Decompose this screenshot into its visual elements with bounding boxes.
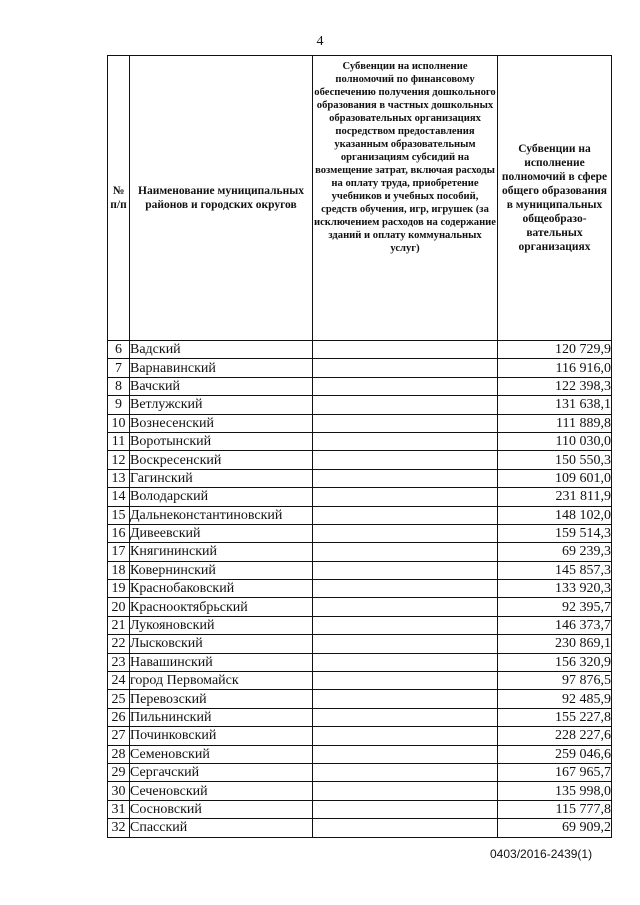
row-name: Гагинский bbox=[130, 469, 313, 487]
row-subsidy-private bbox=[313, 800, 498, 818]
row-subsidy-private bbox=[313, 763, 498, 781]
row-name: Сосновский bbox=[130, 800, 313, 818]
header-subsidy-general: Субвенции на исполнение полномочий в сфере общего образования в муниципальных общеобразо-вательных организациях bbox=[498, 56, 612, 341]
row-subsidy-general: 148 102,0 bbox=[498, 506, 612, 524]
row-subsidy-general: 120 729,9 bbox=[498, 341, 612, 359]
row-number: 8 bbox=[108, 377, 130, 395]
table-row bbox=[108, 635, 612, 653]
row-subsidy-general: 228 227,6 bbox=[498, 727, 612, 745]
row-subsidy-general: 92 395,7 bbox=[498, 598, 612, 616]
row-subsidy-private bbox=[313, 432, 498, 450]
row-subsidy-general: 111 889,8 bbox=[498, 414, 612, 432]
row-subsidy-general: 110 030,0 bbox=[498, 432, 612, 450]
row-name: Ковернинский bbox=[130, 561, 313, 579]
row-number: 15 bbox=[108, 506, 130, 524]
row-number: 32 bbox=[108, 819, 130, 837]
row-number: 13 bbox=[108, 469, 130, 487]
row-number: 21 bbox=[108, 616, 130, 634]
page-number: 4 bbox=[316, 34, 324, 49]
row-subsidy-general: 259 046,6 bbox=[498, 745, 612, 763]
table-row bbox=[108, 598, 612, 616]
row-subsidy-private bbox=[313, 543, 498, 561]
header-name: Наименование муниципальных районов и городских округов bbox=[130, 56, 313, 341]
row-number: 27 bbox=[108, 727, 130, 745]
table-header-row bbox=[108, 56, 612, 341]
row-number: 30 bbox=[108, 782, 130, 800]
table-row bbox=[108, 414, 612, 432]
row-subsidy-private bbox=[313, 635, 498, 653]
row-number: 17 bbox=[108, 543, 130, 561]
row-subsidy-general: 146 373,7 bbox=[498, 616, 612, 634]
row-subsidy-private bbox=[313, 727, 498, 745]
table-row bbox=[108, 396, 612, 414]
row-subsidy-private bbox=[313, 708, 498, 726]
row-subsidy-private bbox=[313, 653, 498, 671]
row-name: Пильнинский bbox=[130, 708, 313, 726]
header-subsidy-private: Субвенции на исполнение полномочий по финансовому обеспечению получения дошкольного образования в частных дошкольных образовательных организациях посредством предоставления указанным образовательным организациям субсидий на возмещение затрат, включая расходы на оплату труда, приобретение учебников и учебных пособий, средств обучения, игр, игрушек (за исключением расходов на содержание зданий и оплату коммунальных услуг) bbox=[313, 56, 498, 341]
row-name: Сеченовский bbox=[130, 782, 313, 800]
row-name: Спасский bbox=[130, 819, 313, 837]
row-name: Вадский bbox=[130, 341, 313, 359]
row-subsidy-general: 131 638,1 bbox=[498, 396, 612, 414]
table-row bbox=[108, 561, 612, 579]
row-subsidy-private bbox=[313, 359, 498, 377]
table-row bbox=[108, 708, 612, 726]
table-row bbox=[108, 690, 612, 708]
table-row bbox=[108, 524, 612, 542]
row-subsidy-general: 116 916,0 bbox=[498, 359, 612, 377]
row-number: 16 bbox=[108, 524, 130, 542]
row-subsidy-private bbox=[313, 377, 498, 395]
row-name: Воскресенский bbox=[130, 451, 313, 469]
row-number: 22 bbox=[108, 635, 130, 653]
row-subsidy-private bbox=[313, 690, 498, 708]
row-subsidy-private bbox=[313, 396, 498, 414]
row-number: 11 bbox=[108, 432, 130, 450]
row-name: Воротынский bbox=[130, 432, 313, 450]
row-name: Ветлужский bbox=[130, 396, 313, 414]
table-row bbox=[108, 782, 612, 800]
row-number: 12 bbox=[108, 451, 130, 469]
row-subsidy-general: 231 811,9 bbox=[498, 488, 612, 506]
row-subsidy-general: 167 965,7 bbox=[498, 763, 612, 781]
row-subsidy-general: 156 320,9 bbox=[498, 653, 612, 671]
row-subsidy-private bbox=[313, 341, 498, 359]
row-subsidy-private bbox=[313, 488, 498, 506]
row-subsidy-general: 109 601,0 bbox=[498, 469, 612, 487]
table-row bbox=[108, 819, 612, 837]
row-number: 26 bbox=[108, 708, 130, 726]
row-name: Навашинский bbox=[130, 653, 313, 671]
table-row bbox=[108, 580, 612, 598]
row-subsidy-general: 115 777,8 bbox=[498, 800, 612, 818]
row-name: город Первомайск bbox=[130, 672, 313, 690]
row-name: Семеновский bbox=[130, 745, 313, 763]
row-subsidy-private bbox=[313, 819, 498, 837]
table-row bbox=[108, 469, 612, 487]
row-subsidy-general: 69 239,3 bbox=[498, 543, 612, 561]
table-row bbox=[108, 451, 612, 469]
row-subsidy-private bbox=[313, 469, 498, 487]
row-subsidy-general: 69 909,2 bbox=[498, 819, 612, 837]
subsidy-table bbox=[107, 55, 612, 838]
row-subsidy-private bbox=[313, 672, 498, 690]
row-number: 7 bbox=[108, 359, 130, 377]
row-subsidy-private bbox=[313, 414, 498, 432]
table-row bbox=[108, 359, 612, 377]
row-number: 14 bbox=[108, 488, 130, 506]
table-body bbox=[108, 341, 612, 838]
row-number: 10 bbox=[108, 414, 130, 432]
row-number: 29 bbox=[108, 763, 130, 781]
row-name: Вачский bbox=[130, 377, 313, 395]
row-name: Варнавинский bbox=[130, 359, 313, 377]
table-row bbox=[108, 800, 612, 818]
row-subsidy-private bbox=[313, 561, 498, 579]
row-subsidy-general: 159 514,3 bbox=[498, 524, 612, 542]
row-name: Лысковский bbox=[130, 635, 313, 653]
row-name: Дивеевский bbox=[130, 524, 313, 542]
row-subsidy-general: 150 550,3 bbox=[498, 451, 612, 469]
table-row bbox=[108, 672, 612, 690]
row-number: 28 bbox=[108, 745, 130, 763]
row-subsidy-general: 122 398,3 bbox=[498, 377, 612, 395]
row-subsidy-general: 135 998,0 bbox=[498, 782, 612, 800]
row-subsidy-private bbox=[313, 616, 498, 634]
document-code: 0403/2016-2439(1) bbox=[490, 847, 593, 861]
table-row bbox=[108, 727, 612, 745]
table-row bbox=[108, 488, 612, 506]
row-subsidy-private bbox=[313, 782, 498, 800]
row-name: Княгининский bbox=[130, 543, 313, 561]
row-subsidy-private bbox=[313, 451, 498, 469]
row-name: Краснобаковский bbox=[130, 580, 313, 598]
table-row bbox=[108, 341, 612, 359]
row-name: Сергачский bbox=[130, 763, 313, 781]
table-row bbox=[108, 653, 612, 671]
table-row bbox=[108, 763, 612, 781]
table-row bbox=[108, 506, 612, 524]
table-row bbox=[108, 616, 612, 634]
table-row bbox=[108, 745, 612, 763]
row-subsidy-private bbox=[313, 580, 498, 598]
row-subsidy-private bbox=[313, 524, 498, 542]
row-subsidy-general: 155 227,8 bbox=[498, 708, 612, 726]
row-number: 24 bbox=[108, 672, 130, 690]
row-subsidy-private bbox=[313, 745, 498, 763]
row-name: Перевозский bbox=[130, 690, 313, 708]
row-number: 31 bbox=[108, 800, 130, 818]
row-subsidy-general: 145 857,3 bbox=[498, 561, 612, 579]
table-row bbox=[108, 432, 612, 450]
row-name: Вознесенский bbox=[130, 414, 313, 432]
row-name: Краснооктябрьский bbox=[130, 598, 313, 616]
row-name: Володарский bbox=[130, 488, 313, 506]
row-number: 19 bbox=[108, 580, 130, 598]
table-row bbox=[108, 377, 612, 395]
row-number: 20 bbox=[108, 598, 130, 616]
row-number: 6 bbox=[108, 341, 130, 359]
header-number: № п/п bbox=[108, 56, 130, 341]
row-subsidy-general: 97 876,5 bbox=[498, 672, 612, 690]
row-number: 9 bbox=[108, 396, 130, 414]
row-number: 25 bbox=[108, 690, 130, 708]
row-name: Дальнеконстантиновский bbox=[130, 506, 313, 524]
row-number: 23 bbox=[108, 653, 130, 671]
row-subsidy-private bbox=[313, 598, 498, 616]
row-name: Починковский bbox=[130, 727, 313, 745]
row-subsidy-general: 92 485,9 bbox=[498, 690, 612, 708]
row-subsidy-general: 230 869,1 bbox=[498, 635, 612, 653]
table-row bbox=[108, 543, 612, 561]
row-subsidy-private bbox=[313, 506, 498, 524]
row-subsidy-general: 133 920,3 bbox=[498, 580, 612, 598]
row-name: Лукояновский bbox=[130, 616, 313, 634]
row-number: 18 bbox=[108, 561, 130, 579]
